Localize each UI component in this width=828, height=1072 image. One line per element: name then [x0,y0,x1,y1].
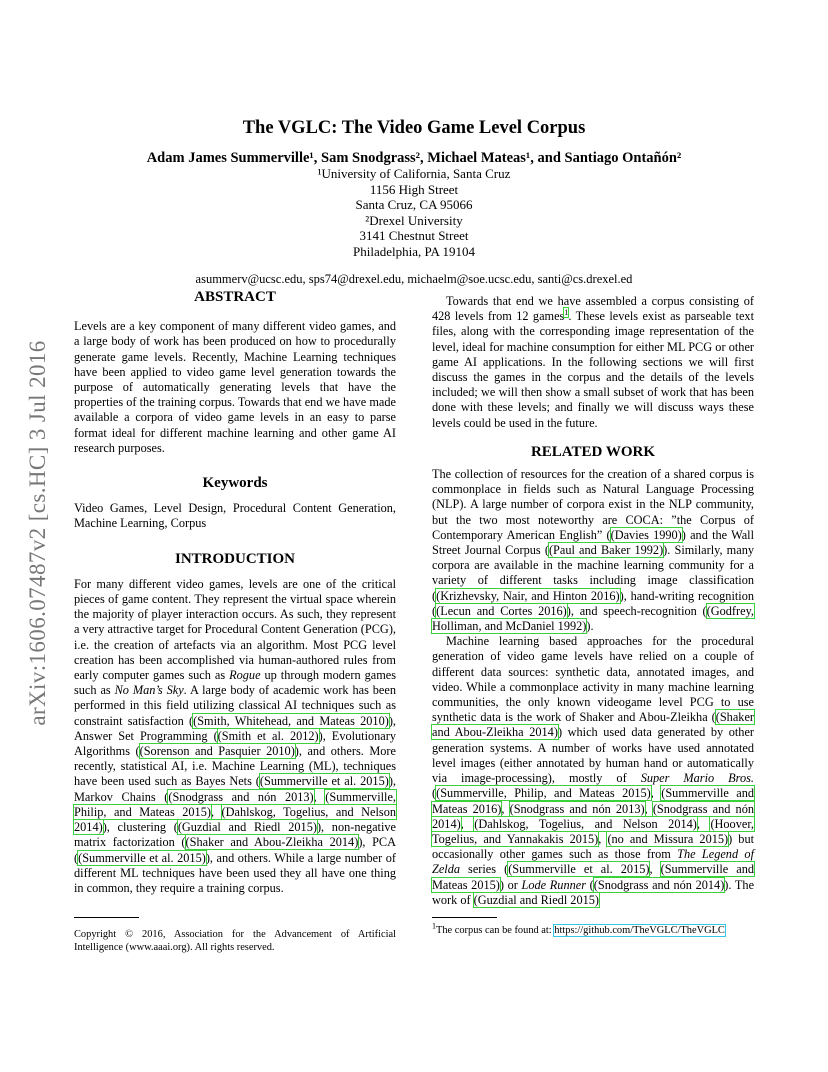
citation-link[interactable]: (Shaker and Abou-Zleikha 2014) [432,710,754,740]
keywords-text: Video Games, Level Design, Procedural Content Generation, Machine Learning, Corpus [74,501,396,531]
citation-link[interactable]: (Summerville et al. 2015) [78,850,206,865]
footnote-block [432,917,754,937]
corpus-url-link[interactable]: https://github.com/TheVGLC/TheVGLC [554,925,725,936]
footnote-text: $^1$The corpus can be found at: https://github.com/TheVGLC/TheVGLC [432,921,725,936]
citation-link[interactable]: (Snodgrass and nón 2013) [509,801,645,816]
citation-link[interactable]: (Dahlskog, Togelius, and Nelson 2014) [474,816,697,831]
citation-link[interactable]: (Dahlskog, Togelius, and Nelson 2014) [74,804,396,835]
citation-link[interactable]: (Summerville et al. 2015) [508,862,650,877]
copyright-notice: Copyright © 2016, Association for the Advancement of Artificial Intelligence (www.aaai.org). All rights reserved. [74,929,396,953]
left-column [74,290,396,896]
affiliation-line: 1156 High Street [369,181,459,197]
citation-link[interactable]: (Summerville and Mateas 2015) [432,862,755,892]
author-emails: asummerv@ucsc.edu, sps74@drexel.edu, michaelm@soe.ucsc.edu, santi@cs.drexel.ed [195,272,633,286]
citation-link[interactable]: (Snodgrass and nón 2014) [432,801,754,831]
citation-link[interactable]: (Davies 1990) [610,527,682,542]
affiliation-line: 3141 Chestnut Street [359,228,469,244]
citation-link[interactable]: (Krizhevsky, Nair, and Hinton 2016) [436,588,620,603]
citation-link[interactable]: (Snodgrass and nón 2013) [168,789,314,804]
right-column [432,294,754,908]
citation-link[interactable]: (Shaker and Abou-Zleikha 2014) [185,835,359,850]
affiliation-line: Santa Cruz, CA 95066 [355,197,473,213]
citation-link[interactable]: (Hoover, Togelius, and Yannakakis 2015) [432,816,754,846]
citation-link[interactable]: (Guzdial and Riedl 2015) [473,892,600,907]
keywords-heading: Keywords [202,475,268,492]
introduction-heading: INTRODUCTION [174,550,295,567]
corpus-paragraph: Towards that end we have assembled a corpus consisting of 428 levels from 12 games$^1$. These levels exist as parseable text files, along with the corresponding image representation of the level, ideal for machine consumption for either ML PCG or other game AI applications. In the following sections we will first discuss the games in the corpus and the details of the levels included; we will then show a small subset of work that has been done with these levels; and finally we will discuss ways these levels could be used in the future. [432,294,754,430]
citation-link[interactable]: (Smith et al. 2012) [217,728,319,743]
citation-link[interactable]: (Sorenson and Pasquier 2010) [139,744,295,759]
citation-link[interactable]: (Smith, Whitehead, and Mateas 2010) [193,713,389,728]
abstract-text: Levels are a key component of many different video games, and a large body of work has been produced on how to procedurally generate game levels. Recently, Machine Learning techniques have been applied to video game level generation towards the purpose of automatically generating levels that have the properties of the training corpus. Towards that end we have made available a corpora of video game levels in an easy to parse format ideal for different machine learning and other game AI research purposes. [74,319,396,455]
related-work-paragraph-2: Machine learning based approaches for the procedural generation of video game levels have relied on a couple of different data sources: synthetic data, annotated images, and video. While a commonplace activity in many machine learning communities, the only known videogame level PCG to use synthetic data is the work of Shaker and Abou-Zleikha ((Shaker and Abou-Zleikha 2014)) which used data generated by other generation systems. A number of works have used annotated level images (either annotated by human hand or automatically via image-processing), mostly of Super Mario Bros. ((Summerville, Philip, and Mateas 2015), (Summerville and Mateas 2016), (Snodgrass and nón 2013), (Snodgrass and nón 2014), (Dahlskog, Togelius, and Nelson 2014), (Hoover, Togelius, and Yannakakis 2015), (no and Missura 2015)) but occasionally other games such as those from The Legend of Zelda series ((Summerville et al. 2015), (Summerville and Mateas 2015)) or Lode Runner ((Snodgrass and nón 2014)). The work of (Guzdial and Riedl 2015) [432,634,755,907]
citation-link[interactable]: (Guzdial and Riedl 2015) [177,820,317,835]
arxiv-identifier: arXiv:1606.07487v2 [cs.HC] 3 Jul 2016 [25,340,50,726]
affiliation-line: Philadelphia, PA 19104 [353,243,475,259]
related-work-heading: RELATED WORK [530,443,656,460]
abstract-heading: ABSTRACT [194,289,276,305]
introduction-paragraph: For many different video games, levels are one of the critical pieces of game content. They represent the virtual space wherein the majority of player interaction occurs. As such, they represent a very attractive target for Procedural Content Generation (PCG), i.e. the creation of artefacts via an algorithm. Most PCG level creation has been accomplished via human-authored rules from early computer games such as Rogue up through modern games such as No Man’s Sky. A large body of academic work has been performed in this field utilizing classical AI techniques such as constraint satisfaction ((Smith, Whitehead, and Mateas 2010)), Answer Set Programming ((Smith et al. 2012)), Evolutionary Algorithms ((Sorenson and Pasquier 2010)), and others. More recently, statistical AI, i.e. Machine Learning (ML), techniques have been used such as Bayes Nets ((Summerville et al. 2015)), Markov Chains ((Snodgrass and nón 2013), (Summerville, Philip, and Mateas 2015), (Dahlskog, Togelius, and Nelson 2014)), clustering ((Guzdial and Riedl 2015)), non-negative matrix factorization ((Shaker and Abou-Zleikha 2014)), PCA ((Summerville et al. 2015)), and others. While a large number of different ML techniques have been used they all have one thing in common, they require a training corpus. [74,576,397,895]
arxiv-sidebar-stamp [10,298,66,768]
citation-link[interactable]: (Summerville, Philip, and Mateas 2015) [436,786,651,801]
paper-title: The VGLC: The Video Game Level Corpus [242,118,586,138]
affiliation-line: ²Drexel University [365,212,463,228]
affiliation-line: ¹University of California, Santa Cruz [317,166,511,181]
citation-link[interactable]: (Lecun and Cortes 2016) [436,603,567,618]
copyright-block [74,917,396,954]
citation-link[interactable]: (Summerville and Mateas 2016) [432,786,754,816]
author-list: Adam James Summerville¹, Sam Snodgrass², Michael Mateas¹, and Santiago Ontañón² [146,150,682,166]
citation-link[interactable]: (Summerville, Philip, and Mateas 2015) [74,789,396,819]
footnote-marker[interactable]: 1 [564,308,569,318]
citation-link[interactable]: (Godfrey, Holliman, and McDaniel 1992) [432,603,755,634]
citation-link[interactable]: (Snodgrass and nón 2014) [593,877,725,892]
citation-link[interactable]: (Summerville et al. 2015) [259,774,389,789]
citation-link[interactable]: (no and Missura 2015) [607,831,729,846]
related-work-paragraph-1: The collection of resources for the creation of a shared corpus is commonplace in fields such as Natural Language Processing (NLP). A large number of corpora exist in the NLP community, but the two most noteworthy are COCA: ”the Corpus of Contemporary American English” ((Davies 1990)) and the Wall Street Journal Corpus ((Paul and Baker 1992)). Similarly, many corpora are available in the machine learning community for a variety of different tasks including image classification ((Krizhevsky, Nair, and Hinton 2016)), hand-writing recognition ((Lecun and Cortes 2016)), and speech-recognition ((Godfrey, Holliman, and McDaniel 1992)). [432,467,755,634]
affiliations [0,166,828,260]
citation-link[interactable]: (Paul and Baker 1992) [548,543,664,558]
